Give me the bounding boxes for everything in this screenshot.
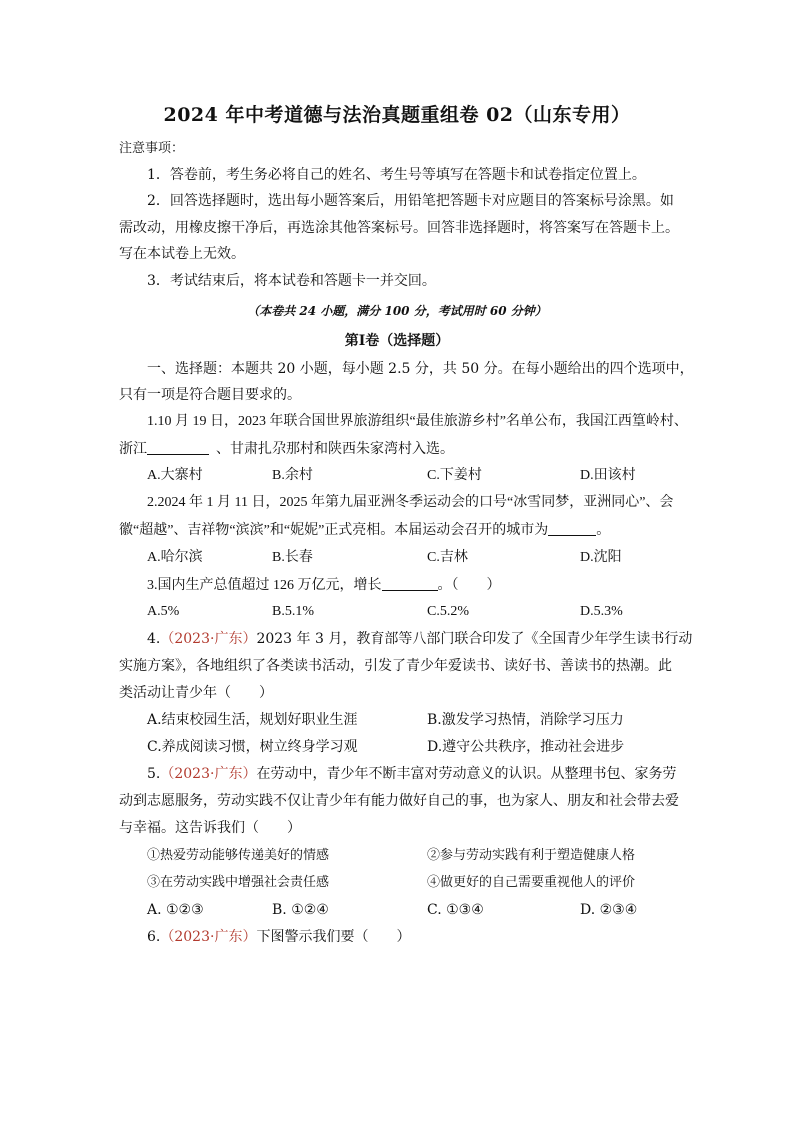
q5-stem-text: 在劳动中，青少年不断丰富对劳动意义的认识。从整理书包、家务劳	[256, 766, 677, 782]
q4-stem-line-3: 类活动让青少年（ ）	[119, 685, 273, 701]
notice-item-2-line-2: 需改动，用橡皮擦干净后，再选涂其他答案标号。回答非选择题时，将答案写在答题卡上。	[119, 220, 679, 236]
q5-option-a: A. ①②③	[147, 902, 204, 918]
q4-stem-line-1	[147, 630, 692, 648]
q1-option-b: B.余村	[272, 468, 313, 483]
q4-option-b: B.激发学习热情，消除学习压力	[427, 712, 624, 728]
q4-option-c: C.养成阅读习惯，树立终身学习观	[147, 739, 358, 755]
q6-number: 6.	[147, 929, 161, 945]
q4-stem-text: 2023 年 3 月，教育部等八部门联合印发了《全国青少年学生读书行动	[256, 631, 693, 647]
q3-answer-blank	[382, 576, 438, 591]
page-title: 2024 年中考道德与法治真题重组卷 02（山东专用）	[163, 104, 631, 126]
q4-number: 4.	[147, 631, 161, 647]
q1-stem-line-2	[119, 440, 454, 459]
q3-stem-before-blank: 3.国内生产总值超过 126 万亿元，增长	[147, 578, 382, 593]
scope-note: （本卷共 24 小题，满分 100 分，考试用时 60 分钟）	[247, 304, 547, 318]
q1-answer-blank	[147, 440, 209, 455]
q5-statement-4: ④做更好的自己需要重视他人的评价	[427, 875, 636, 890]
q3-stem-after-blank: 。（ ）	[437, 578, 501, 593]
q6-stem-text: 下图警示我们要（ ）	[256, 929, 411, 945]
q3-option-d: D.5.3%	[580, 604, 623, 619]
q5-number: 5.	[147, 766, 161, 782]
q1-option-d: D.田该村	[580, 468, 636, 483]
q5-option-c: C. ①③④	[427, 902, 484, 918]
notice-item-1: 1．答卷前，考生务必将自己的姓名、考生号等填写在答题卡和试卷指定位置上。	[147, 167, 646, 183]
q1-stem-line-1: 1.10 月 19 日，2023 年联合国世界旅游组织“最佳旅游乡村”名单公布，我国江西篁岭村、	[147, 414, 688, 429]
q1-option-c: C.下姜村	[427, 468, 482, 483]
q4-option-d: D.遵守公共秩序，推动社会进步	[427, 739, 625, 755]
instructions-line-1: 一、选择题：本题共 20 小题，每小题 2.5 分，共 50 分。在每小题给出的四个选项中，	[147, 361, 694, 377]
q5-stem-line-3: 与幸福。这告诉我们（ ）	[119, 820, 301, 836]
notice-item-2-line-3: 写在本试卷上无效。	[119, 246, 245, 262]
q4-stem-line-2: 实施方案》，各地组织了各类读书活动，引发了青少年爱读书、读好书、善读书的热潮。此	[119, 658, 672, 674]
q2-stem-after-blank: 。	[596, 523, 611, 538]
q5-statement-2: ②参与劳动实践有利于塑造健康人格	[427, 848, 636, 863]
q2-answer-blank	[548, 521, 596, 536]
q5-option-d: D. ②③④	[580, 902, 638, 918]
q5-statement-1: ①热爱劳动能够传递美好的情感	[147, 848, 330, 863]
notice-item-2-line-1: 2．回答选择题时，选出每小题答案后，用铅笔把答题卡对应题目的答案标号涂黑。如	[147, 193, 674, 209]
q3-option-b: B.5.1%	[272, 604, 314, 619]
q5-option-b: B. ①②④	[272, 902, 329, 918]
q2-stem-before-blank: 徽“超越”、吉祥物“滨滨”和“妮妮”正式亮相。本届运动会召开的城市为	[119, 523, 549, 538]
q5-statement-3: ③在劳动实践中增强社会责任感	[147, 875, 330, 890]
q5-source: （2023·广东）	[160, 766, 257, 782]
notice-heading: 注意事项：	[119, 141, 185, 156]
q6-stem-line-1	[147, 928, 410, 946]
q4-source: （2023·广东）	[160, 631, 257, 647]
q3-option-a: A.5%	[147, 604, 180, 619]
q5-stem-line-2: 动到志愿服务，劳动实践不仅让青少年有能力做好自己的事，也为家人、朋友和社会带去爱	[119, 793, 679, 809]
q4-option-a: A.结束校园生活，规划好职业生涯	[147, 712, 358, 728]
q1-stem-after-blank: 、甘肃扎尕那村和陕西朱家湾村入选。	[216, 442, 454, 457]
notice-item-3: 3．考试结束后，将本试卷和答题卡一并交回。	[147, 273, 436, 289]
q2-stem-line-1: 2.2024 年 1 月 11 日，2025 年第九届亚洲冬季运动会的口号“冰雪同梦，亚洲同心”、会	[147, 495, 674, 510]
q2-option-b: B.长春	[272, 550, 313, 565]
q2-stem-line-2	[119, 521, 610, 540]
q2-option-c: C.吉林	[427, 550, 468, 565]
instructions-line-2: 只有一项是符合题目要求的。	[119, 387, 301, 403]
q3-option-c: C.5.2%	[427, 604, 469, 619]
q1-stem-before-blank: 浙江	[119, 442, 147, 457]
section-title: 第Ⅰ卷（选择题）	[344, 333, 450, 349]
q2-option-a: A.哈尔滨	[147, 550, 203, 565]
q1-option-a: A.大寨村	[147, 468, 203, 483]
q3-stem	[147, 576, 501, 595]
q5-stem-line-1	[147, 765, 676, 783]
q6-source: （2023·广东）	[160, 929, 257, 945]
q2-option-d: D.沈阳	[580, 550, 622, 565]
